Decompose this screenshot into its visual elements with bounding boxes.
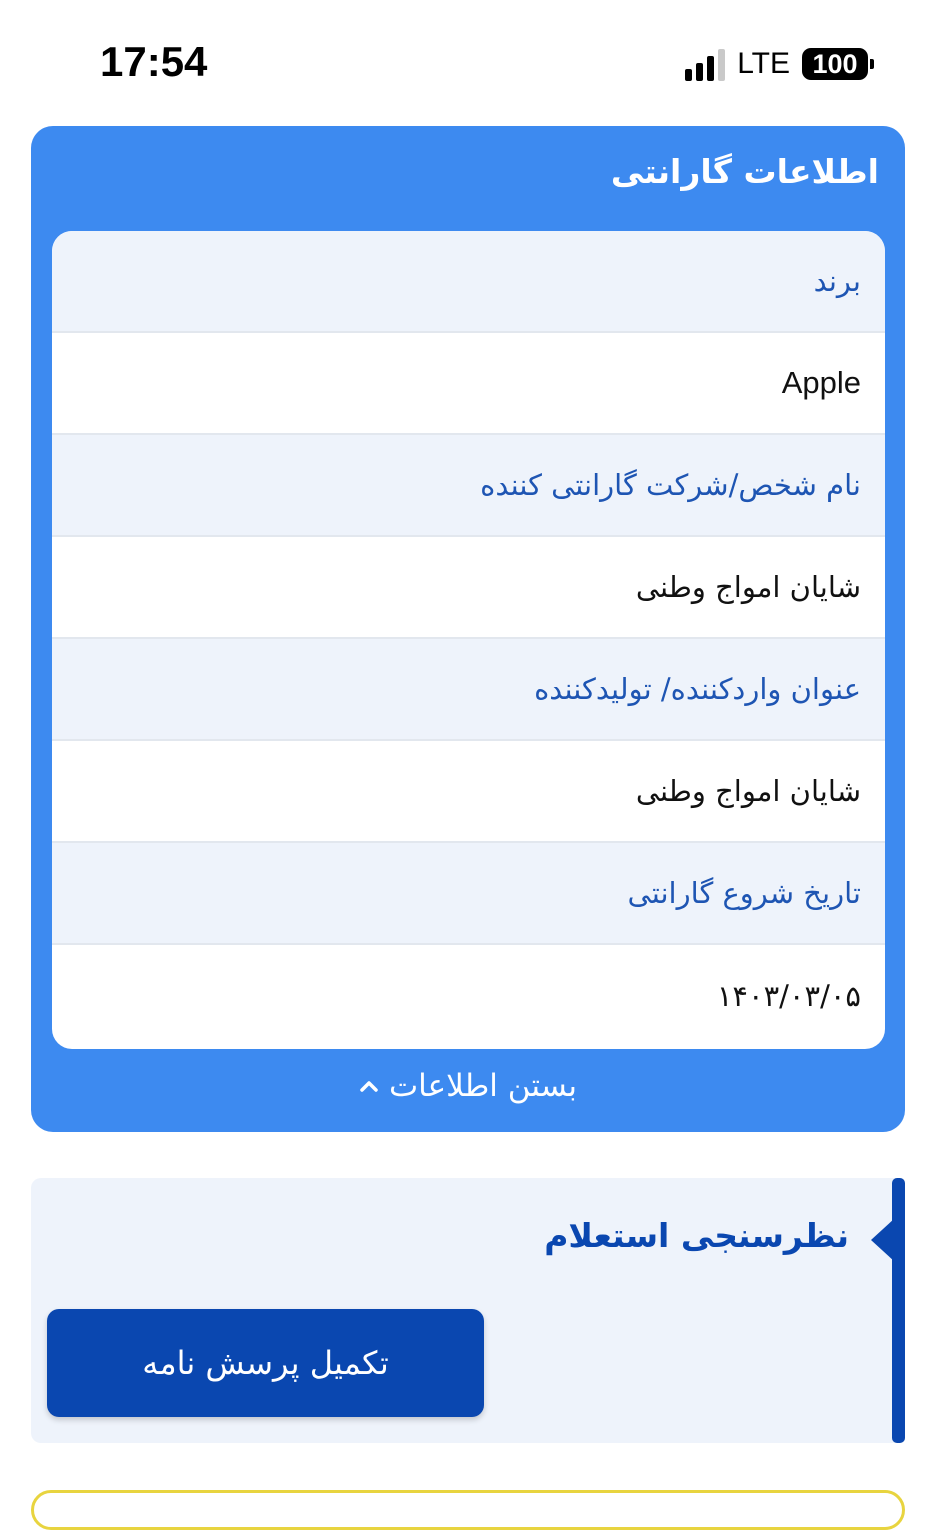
brand-label: برند xyxy=(813,264,861,298)
survey-card xyxy=(31,1178,905,1443)
status-indicators xyxy=(685,44,874,84)
importer-value: شایان امواج وطنی xyxy=(635,774,861,808)
collapse-label: بستن اطلاعات xyxy=(389,1068,577,1104)
complete-questionnaire-button[interactable]: تکمیل پرسش نامه xyxy=(47,1309,484,1417)
guarantor-value: شایان امواج وطنی xyxy=(635,570,861,604)
warranty-title: اطلاعات گارانتی xyxy=(610,152,879,191)
brand-value: Apple xyxy=(781,365,861,400)
row-brand-label xyxy=(52,231,885,333)
clock: 17:54 xyxy=(100,38,208,85)
battery-icon: 100 xyxy=(802,48,868,80)
battery-tip xyxy=(870,59,874,69)
row-start-date-label xyxy=(52,843,885,945)
row-guarantor-value xyxy=(52,537,885,639)
importer-label: عنوان واردکننده/ تولیدکننده xyxy=(534,672,861,706)
row-importer-label xyxy=(52,639,885,741)
row-guarantor-label xyxy=(52,435,885,537)
network-type: LTE xyxy=(737,47,790,80)
next-card-partial xyxy=(31,1490,905,1530)
chevron-up-icon xyxy=(359,1079,379,1093)
row-importer-value xyxy=(52,741,885,843)
row-brand-value xyxy=(52,333,885,435)
status-bar xyxy=(0,0,936,120)
survey-pointer-icon xyxy=(871,1218,895,1262)
survey-title: نظرسنجی استعلام xyxy=(544,1216,849,1255)
collapse-info-button[interactable] xyxy=(31,1061,905,1111)
start-date-label: تاریخ شروع گارانتی xyxy=(627,876,861,910)
warranty-info-table xyxy=(52,231,885,1049)
start-date-value: ۱۴۰۳/۰۳/۰۵ xyxy=(716,979,861,1013)
warranty-info-card xyxy=(31,126,905,1132)
guarantor-label: نام شخص/شرکت گارانتی کننده xyxy=(480,468,861,502)
row-start-date-value xyxy=(52,945,885,1047)
signal-strength-icon xyxy=(685,47,725,81)
